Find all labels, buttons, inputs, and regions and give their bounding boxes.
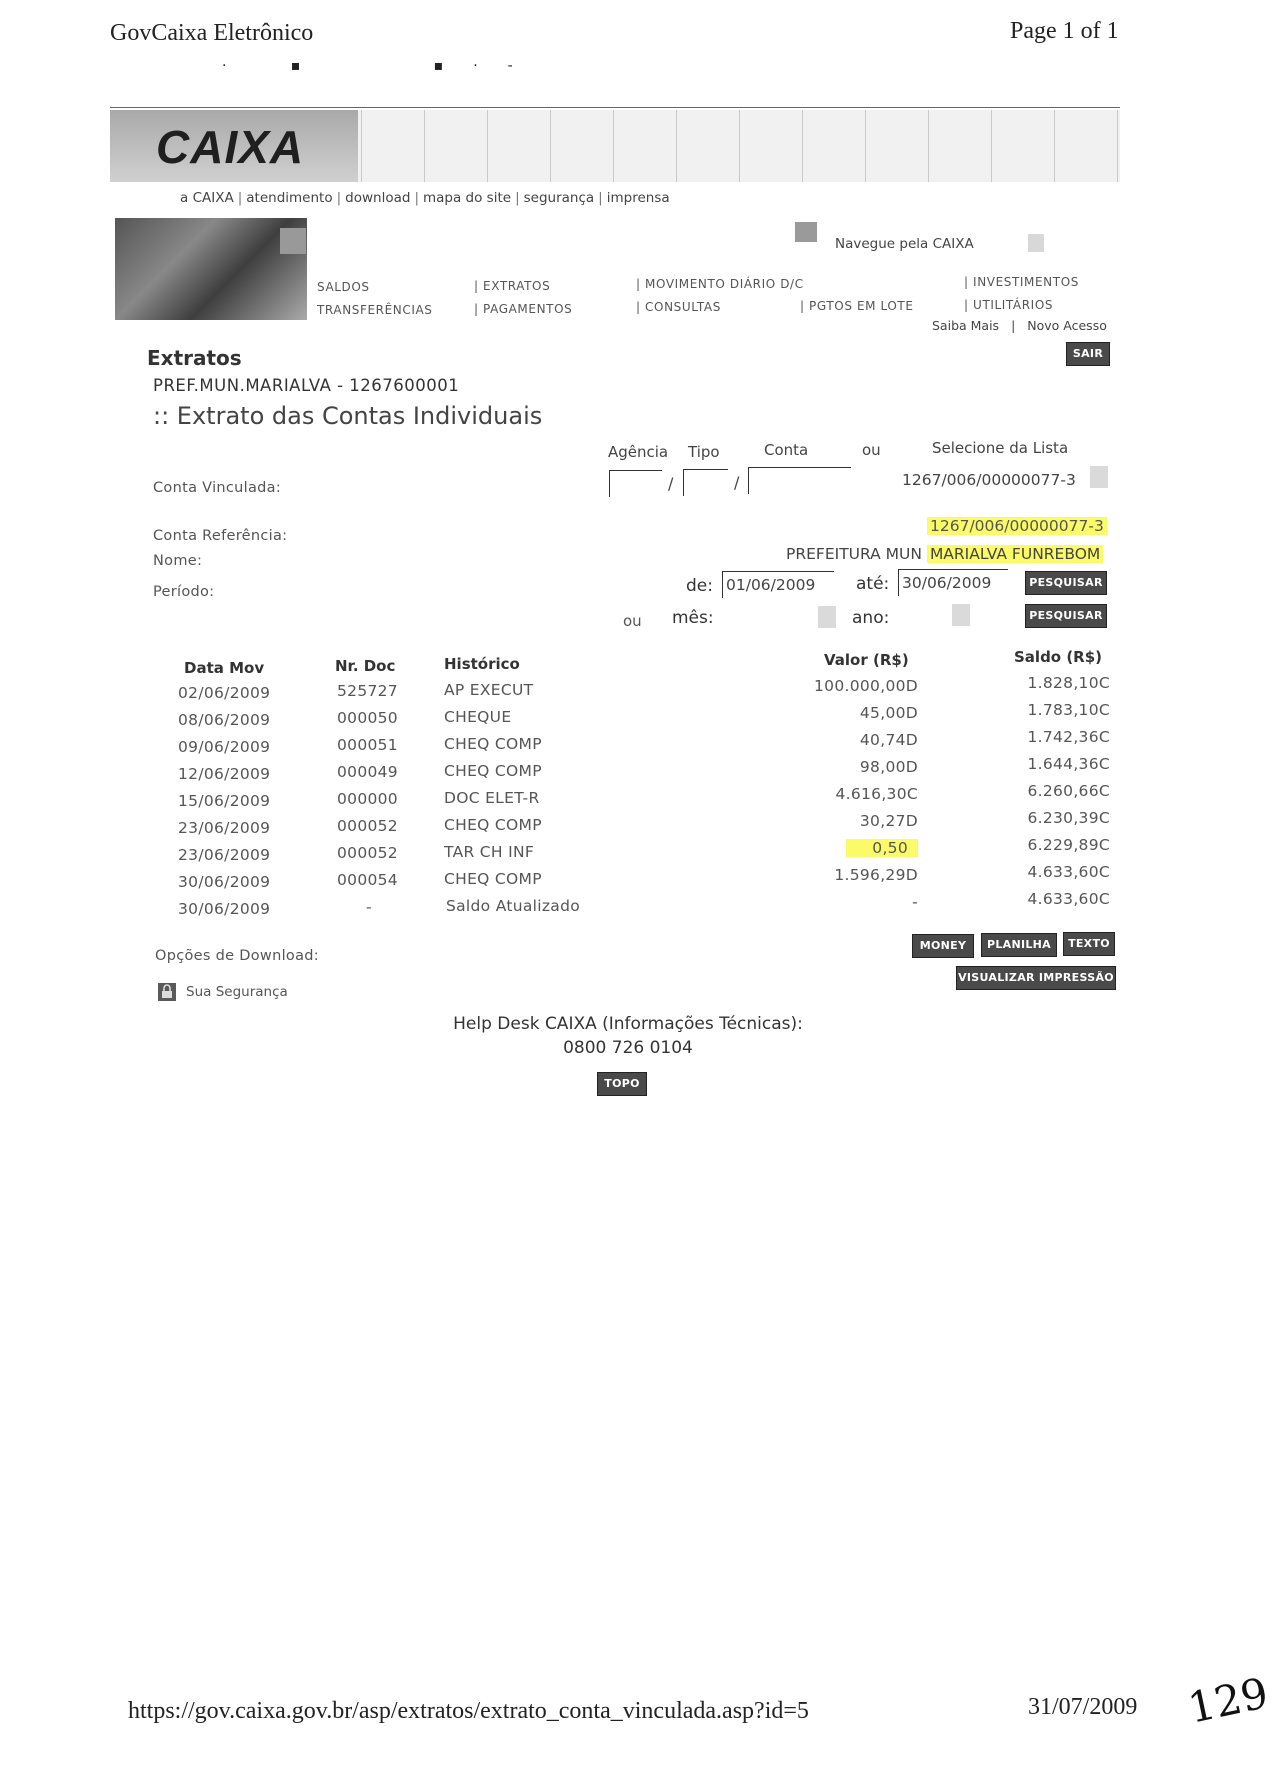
conta-referencia-value (927, 517, 1107, 535)
cell-doc: 000054 (337, 871, 398, 889)
de-date-input[interactable]: 01/06/2009 (722, 571, 834, 598)
cell-historico: CHEQ COMP (444, 870, 542, 888)
periodo-label: Período: (153, 584, 215, 600)
menu-saldos[interactable]: SALDOS (317, 280, 370, 294)
slash-separator: / (668, 474, 674, 493)
cell-doc: 000050 (337, 709, 398, 727)
slash-separator: / (734, 473, 740, 492)
menu-utilitarios[interactable]: | UTILITÁRIOS (964, 298, 1054, 312)
lista-dropdown-icon[interactable] (1090, 466, 1108, 488)
cell-doc: 525727 (337, 682, 398, 700)
menu-pagamentos[interactable]: | PAGAMENTOS (474, 302, 573, 316)
texto-download-button[interactable]: TEXTO (1063, 932, 1115, 956)
menu-investimentos[interactable]: | INVESTIMENTOS (964, 275, 1079, 289)
navigate-icon (795, 222, 817, 242)
top-nav-mapa[interactable]: mapa do site (423, 190, 512, 206)
col-agencia: Agência (608, 443, 669, 461)
cell-historico: CHEQ COMP (444, 735, 542, 753)
planilha-download-button[interactable]: PLANILHA (981, 933, 1057, 957)
nome-label: Nome: (153, 553, 203, 569)
lock-icon (157, 982, 177, 1002)
saiba-mais-link[interactable]: Saiba Mais (932, 318, 1000, 333)
cell-valor: 1.596,29D (834, 866, 918, 884)
cell-data: 15/06/2009 (178, 792, 271, 810)
cell-valor (734, 839, 918, 857)
cell-saldo: 6.260,66C (1027, 782, 1110, 800)
cell-doc: 000000 (337, 790, 398, 808)
top-nav: a CAIXA | atendimento | download | mapa do site | segurança | imprensa (180, 190, 670, 206)
conta-referencia-highlight: 1267/006/00000077-3 (927, 517, 1107, 535)
entity-name: PREF.MUN.MARIALVA - 1267600001 (153, 376, 460, 395)
navegue-label: Navegue pela CAIXA (835, 236, 974, 252)
th-valor: Valor (R$) (824, 651, 909, 669)
cell-historico: CHEQ COMP (444, 762, 542, 780)
nome-value-part: PREFEITURA MUN (786, 545, 922, 563)
cell-saldo: 4.633,60C (1027, 863, 1110, 881)
cell-valor: 100.000,00D (814, 677, 918, 695)
top-nav-download[interactable]: download (345, 190, 411, 206)
section-title: Extratos (147, 346, 242, 370)
cell-valor: 45,00D (859, 704, 918, 722)
ate-label: até: (856, 574, 890, 594)
top-nav-seguranca[interactable]: segurança (523, 190, 595, 206)
cell-valor-highlight: 0,50 (846, 839, 918, 857)
menu-pgtos-lote[interactable]: | PGTOS EM LOTE (800, 299, 914, 313)
ano-label: ano: (852, 608, 890, 628)
ou-label: ou (623, 612, 642, 630)
seguranca-link[interactable]: Sua Segurança (186, 984, 288, 1000)
cell-doc: - (366, 898, 372, 916)
scan-artifacts: · ▪ ▪·‐ (222, 58, 543, 74)
pesquisar-month-button[interactable]: PESQUISAR (1025, 604, 1107, 628)
print-footer-url: https://gov.caixa.gov.br/asp/extratos/extrato_conta_vinculada.asp?id=5 (128, 1698, 809, 1724)
cell-data: 30/06/2009 (178, 900, 271, 918)
cell-valor: 40,74D (859, 731, 918, 749)
novo-acesso-link[interactable]: Novo Acesso (1027, 318, 1107, 333)
cell-historico: AP EXECUT (444, 681, 534, 699)
money-download-button[interactable]: MONEY (912, 934, 974, 958)
nome-value-highlight: MARIALVA FUNREBOM (927, 545, 1103, 563)
cell-data: 12/06/2009 (178, 765, 271, 783)
col-selecione-lista: Selecione da Lista (932, 439, 1069, 457)
helpdesk-phone: 0800 726 0104 (563, 1038, 693, 1058)
cell-valor: 98,00D (859, 758, 918, 776)
cell-valor: 30,27D (859, 812, 918, 830)
handwritten-page-number: 129 (1183, 1668, 1272, 1733)
conta-input[interactable] (748, 467, 851, 494)
cell-data: 23/06/2009 (178, 819, 271, 837)
th-nr-doc: Nr. Doc (335, 657, 396, 675)
lista-select-value[interactable]: 1267/006/00000077-3 (902, 471, 1076, 489)
top-nav-imprensa[interactable]: imprensa (606, 190, 670, 206)
top-nav-a-caixa[interactable]: a CAIXA (180, 190, 234, 206)
cell-historico: DOC ELET-R (444, 789, 540, 807)
cell-saldo: 1.644,36C (1027, 755, 1110, 773)
menu-consultas[interactable]: | CONSULTAS (636, 300, 721, 314)
ate-date-input[interactable]: 30/06/2009 (898, 569, 1008, 596)
cell-saldo: 6.230,39C (1027, 809, 1110, 827)
print-footer-date: 31/07/2009 (1028, 1694, 1138, 1720)
topo-button[interactable]: TOPO (597, 1072, 647, 1096)
th-historico: Histórico (444, 655, 520, 673)
cell-saldo: 4.633,60C (1027, 890, 1110, 908)
cell-valor: - (912, 893, 918, 911)
cell-data: 30/06/2009 (178, 873, 271, 891)
top-nav-atendimento[interactable]: atendimento (246, 190, 333, 206)
th-saldo: Saldo (R$) (1014, 648, 1103, 666)
mes-dropdown-icon[interactable] (818, 606, 836, 628)
cell-saldo: 6.229,89C (1027, 836, 1110, 854)
helpdesk-title: Help Desk CAIXA (Informações Técnicas): (453, 1014, 803, 1034)
nome-value (786, 545, 1103, 563)
header-photo-accent (280, 228, 306, 254)
menu-transferencias[interactable]: TRANSFERÊNCIAS (317, 303, 433, 317)
cell-historico: TAR CH INF (444, 843, 535, 861)
print-page-number: Page 1 of 1 (1010, 18, 1119, 44)
print-header-title: GovCaixa Eletrônico (110, 20, 314, 46)
cell-data: 23/06/2009 (178, 846, 271, 864)
menu-extratos[interactable]: | EXTRATOS (474, 279, 551, 293)
ano-dropdown-icon[interactable] (952, 604, 970, 626)
col-tipo: Tipo (688, 443, 720, 461)
pesquisar-period-button[interactable]: PESQUISAR (1025, 571, 1107, 595)
tipo-input[interactable] (683, 469, 728, 496)
saiba-links: Saiba Mais | Novo Acesso (932, 318, 1107, 333)
cell-saldo: 1.828,10C (1027, 674, 1110, 692)
col-ou: ou (862, 441, 881, 459)
visualizar-impressao-button[interactable]: VISUALIZAR IMPRESSÃO (956, 966, 1116, 990)
cell-doc: 000052 (337, 817, 398, 835)
cell-valor: 4.616,30C (835, 785, 918, 803)
agencia-input[interactable] (609, 470, 662, 497)
cell-historico: CHEQUE (444, 708, 512, 726)
navegue-dropdown-icon[interactable] (1028, 234, 1044, 252)
th-data-mov: Data Mov (184, 659, 265, 677)
de-label: de: (686, 576, 713, 596)
page-subtitle: :: Extrato das Contas Individuais (153, 402, 543, 430)
cell-saldo: 1.783,10C (1027, 701, 1110, 719)
cell-data: 09/06/2009 (178, 738, 271, 756)
conta-referencia-label: Conta Referência: (153, 528, 288, 544)
download-label: Opções de Download: (155, 948, 319, 964)
col-conta: Conta (764, 441, 809, 459)
cell-doc: 000052 (337, 844, 398, 862)
cell-doc: 000049 (337, 763, 398, 781)
mes-label: mês: (672, 608, 714, 628)
sair-button[interactable]: SAIR (1066, 342, 1110, 366)
cell-doc: 000051 (337, 736, 398, 754)
caixa-logo[interactable]: CAIXA (156, 121, 305, 173)
cell-historico: Saldo Atualizado (446, 897, 580, 915)
banner-rule (110, 107, 1120, 108)
cell-data: 08/06/2009 (178, 711, 271, 729)
header-photo (115, 218, 307, 320)
menu-movimento[interactable]: | MOVIMENTO DIÁRIO D/C (636, 277, 804, 291)
cell-data: 02/06/2009 (178, 684, 271, 702)
conta-vinculada-label: Conta Vinculada: (153, 480, 282, 496)
cell-historico: CHEQ COMP (444, 816, 542, 834)
cell-saldo: 1.742,36C (1027, 728, 1110, 746)
